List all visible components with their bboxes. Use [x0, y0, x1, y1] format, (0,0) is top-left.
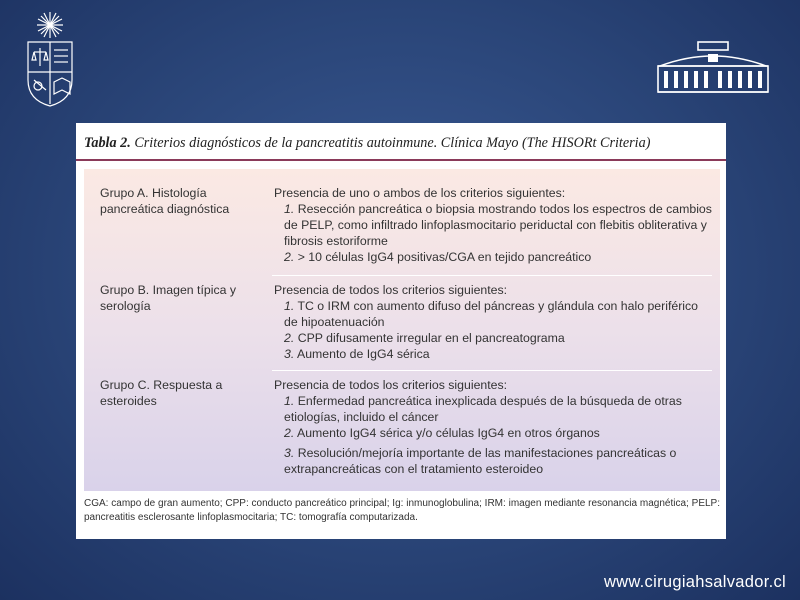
criterion: 1. Resección pancreática o biopsia mostrando todos los espectros de cambios de PELP, como infiltrado linfoplasmocitario periductal con flebitis obliterativa y fibrosis estoriforme: [284, 202, 712, 248]
university-crest-logo: [22, 8, 78, 108]
group-criteria: [274, 282, 714, 362]
criterion: 2. CPP difusamente irregular en el pancreatograma: [284, 331, 565, 345]
table-footnote: CGA: campo de gran aumento; CPP: conducto pancreático principal; Ig: inmunoglobulina; IRM: imagen mediante resonancia magnética; PELP: pancreatitis esclerosante linfoplasmocitaria; TC: tomografía computarizada.: [84, 498, 720, 523]
table-number: Tabla 2.: [84, 135, 131, 151]
table-title: [84, 135, 720, 152]
criterion: 3. Aumento de IgG4 sérica: [284, 347, 430, 361]
criteria-intro: Presencia de uno o ambos de los criterios siguientes:: [274, 186, 566, 200]
group-label: Grupo C. Respuesta a esteroides: [100, 378, 223, 408]
criterion: 3. Resolución/mejoría importante de las manifestaciones pancreáticas o extrapancreáticas con el tratamiento esteroideo: [284, 446, 677, 476]
criterion: 1. TC o IRM con aumento difuso del páncreas y glándula con halo periférico de hipoatenuación: [284, 299, 699, 329]
criteria-panel: [84, 169, 720, 491]
title-divider: [76, 159, 726, 161]
star-icon: [37, 12, 63, 38]
criterion: 1. Enfermedad pancreática inexplicada después de la búsqueda de otras etiologías, incluido el cáncer: [284, 394, 682, 424]
website-url: www.cirugiahsalvador.cl: [603, 573, 786, 591]
hospital-building-logo: [654, 40, 772, 96]
criteria-intro: Presencia de todos los criterios siguientes:: [274, 283, 508, 297]
group-criteria: [274, 377, 714, 477]
criteria-table-card: [76, 123, 726, 539]
criteria-intro: Presencia de todos los criterios siguientes:: [274, 378, 508, 392]
criterion: 2. > 10 células IgG4 positivas/CGA en tejido pancreático: [284, 250, 592, 264]
group-label: Grupo A. Histología pancreática diagnóstica: [100, 186, 230, 216]
table-caption: Criterios diagnósticos de la pancreatitis autoinmune. Clínica Mayo (The HISORt Criteria): [134, 135, 651, 151]
group-separator: [272, 275, 712, 276]
criterion: 2. Aumento IgG4 sérica y/o células IgG4 en otros órganos: [284, 426, 600, 440]
group-criteria: [274, 185, 714, 265]
group-label: Grupo B. Imagen típica y serología: [100, 283, 237, 313]
group-separator: [272, 370, 712, 371]
